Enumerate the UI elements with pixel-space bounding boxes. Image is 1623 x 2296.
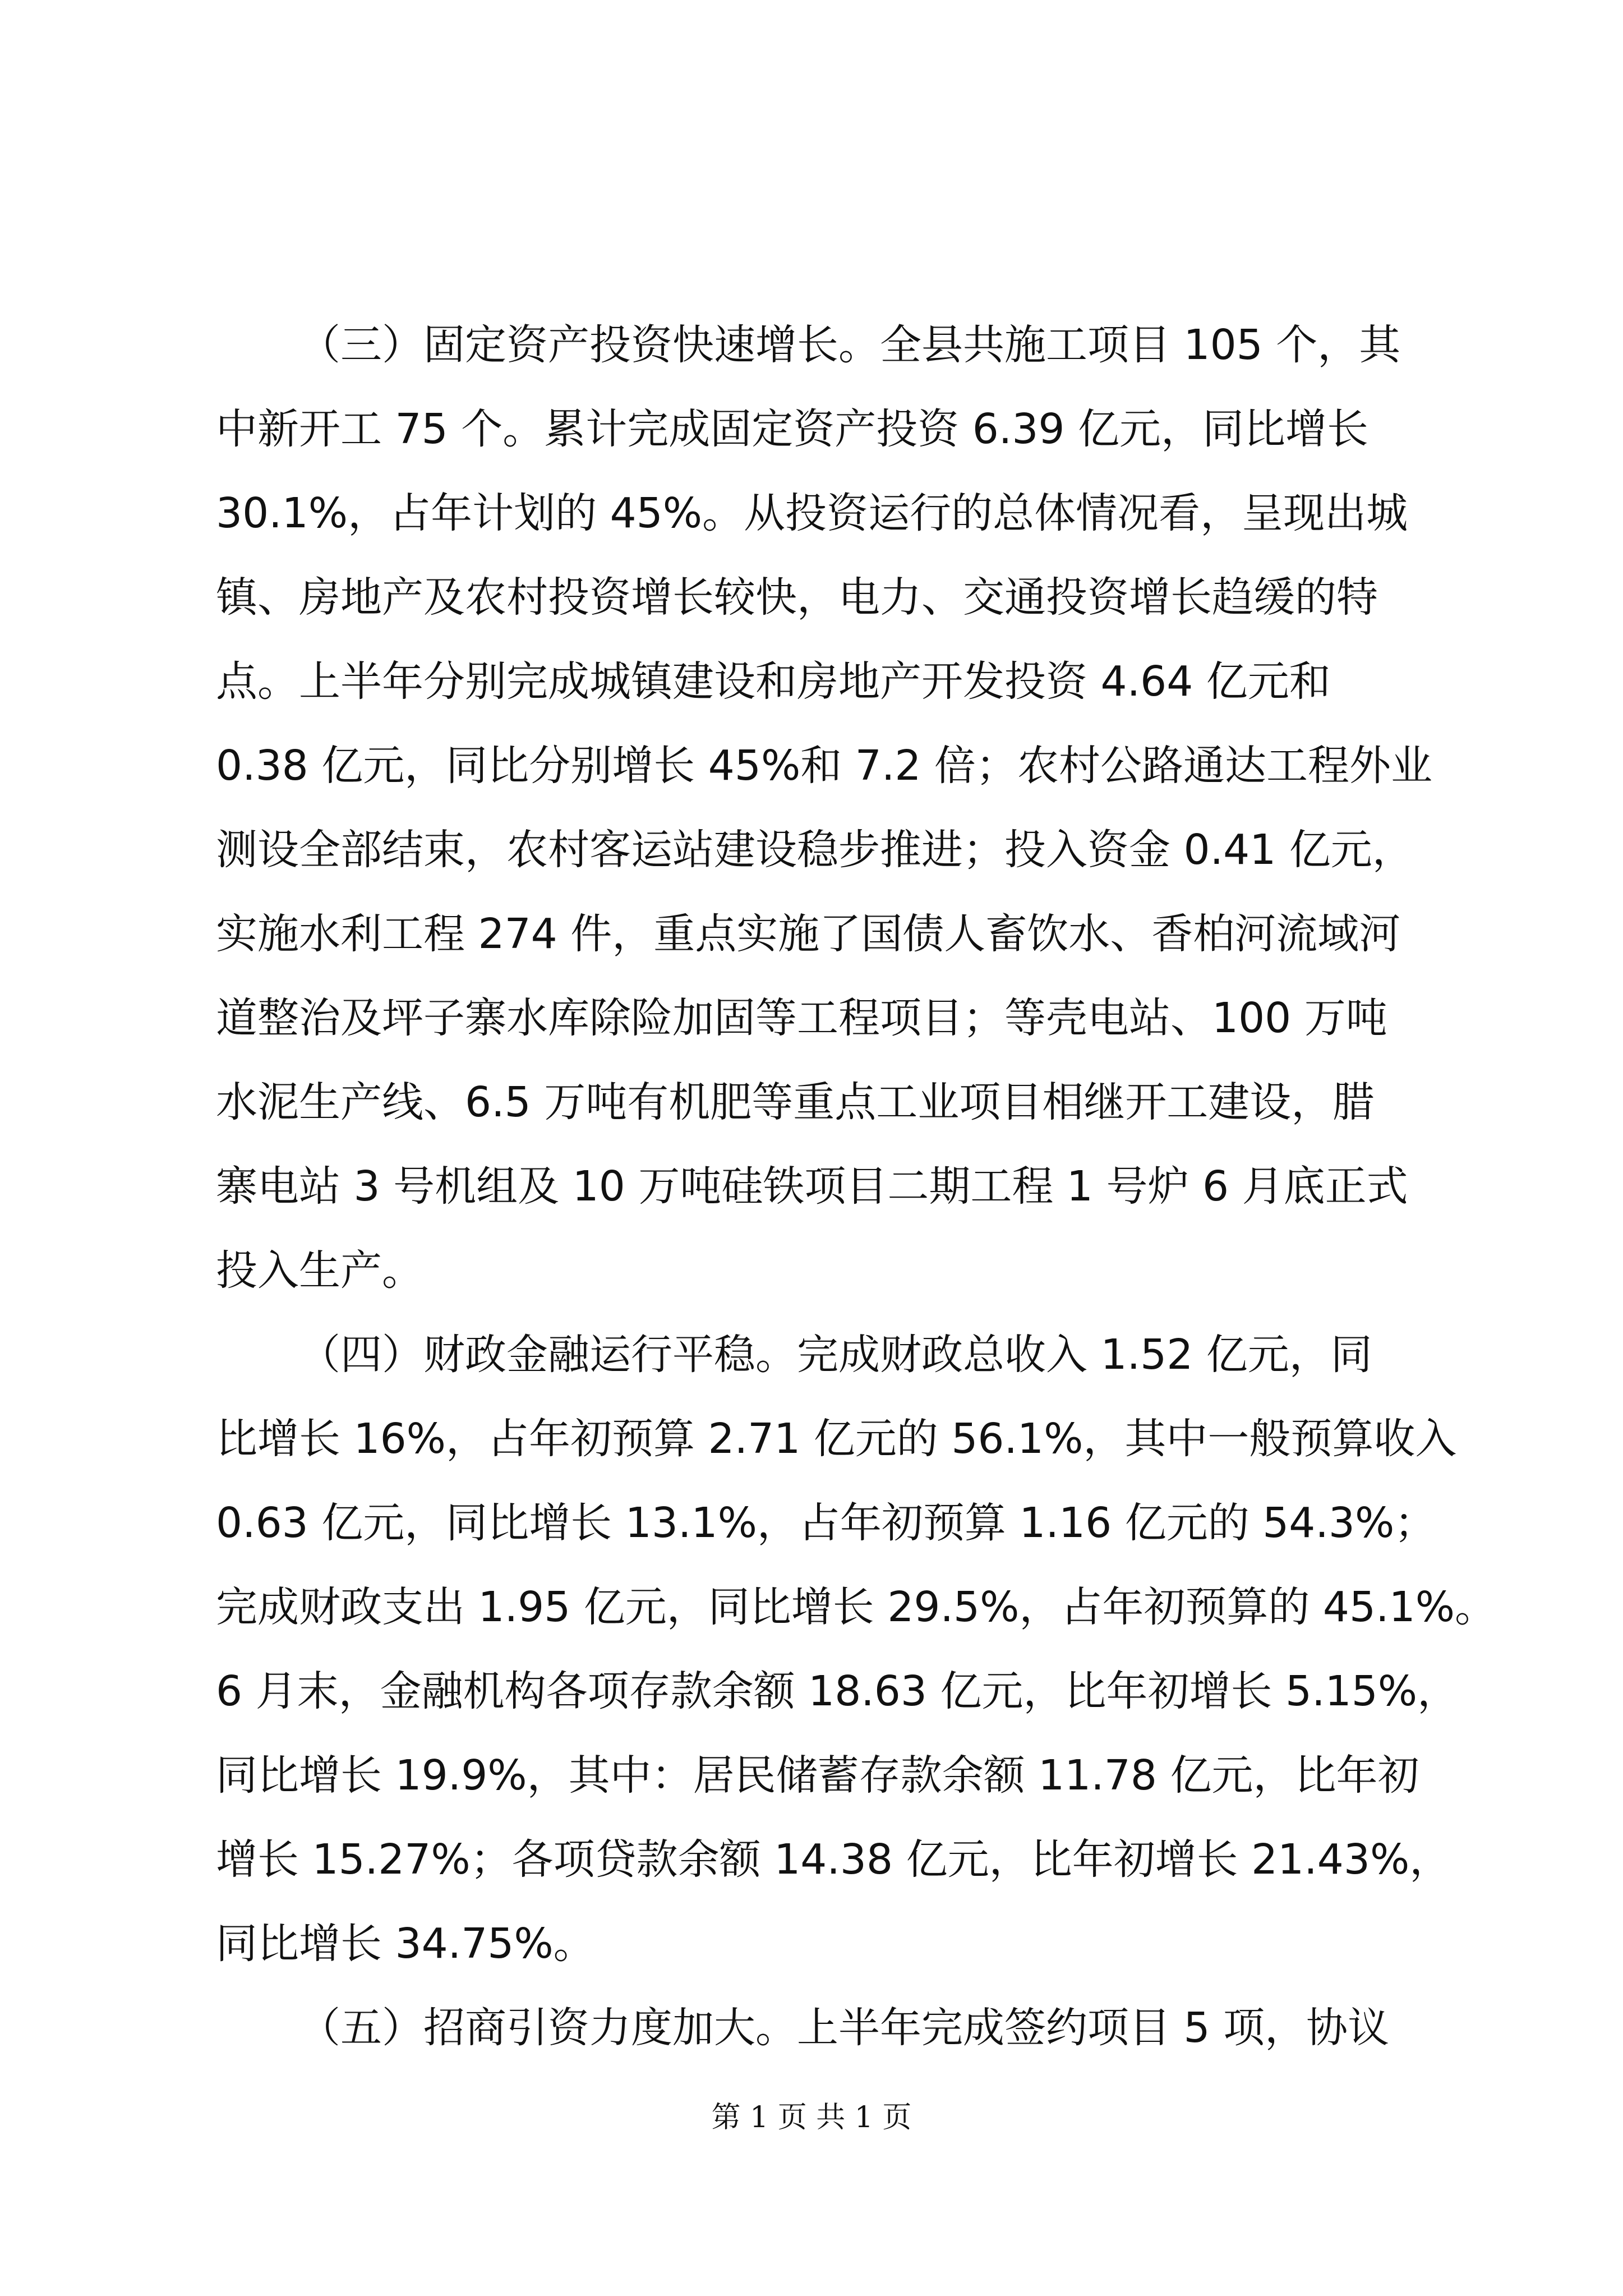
text-line: 镇、房地产及农村投资增长较快，电力、交通投资增长趋缓的特: [216, 573, 1378, 622]
text-line: 比增长 16%，占年初预算 2.71 亿元的 56.1%，其中一般预算收入: [216, 1415, 1457, 1463]
text-line: 30.1%，占年计划的 45%。从投资运行的总体情况看，呈现出城: [216, 489, 1408, 537]
text-line: 寨电站 3 号机组及 10 万吨硅铁项目二期工程 1 号炉 6 月底正式: [216, 1162, 1408, 1211]
text-line: 0.63 亿元，同比增长 13.1%，占年初预算 1.16 亿元的 54.3%；: [216, 1499, 1436, 1547]
document-body: [216, 303, 1497, 2070]
text-line: （三）固定资产投资快速增长。全县共施工项目 105 个，其: [299, 321, 1401, 369]
text-line: 6 月末，金融机构各项存款余额 18.63 亿元，比年初增长 5.15%，: [216, 1667, 1459, 1715]
text-line: 中新开工 75 个。累计完成固定资产投资 6.39 亿元，同比增长: [216, 405, 1369, 453]
text-line: 点。上半年分别完成城镇建设和房地产开发投资 4.64 亿元和: [216, 657, 1331, 706]
page-footer: 第 1 页 共 1 页: [711, 2101, 912, 2134]
text-line: 投入生产。: [216, 1246, 423, 1295]
text-line: 同比增长 19.9%，其中：居民储蓄存款余额 11.78 亿元，比年初: [216, 1751, 1419, 1800]
text-line: （四）财政金融运行平稳。完成财政总收入 1.52 亿元，同: [299, 1331, 1372, 1379]
text-line: 测设全部结束，农村客运站建设稳步推进；投入资金 0.41 亿元，: [216, 826, 1414, 874]
text-line: 水泥生产线、6.5 万吨有机肥等重点工业项目相继开工建设，腊: [216, 1078, 1375, 1126]
text-line: 同比增长 34.75%。: [216, 1920, 595, 1968]
text-line: 完成财政支出 1.95 亿元，同比增长 29.5%，占年初预算的 45.1%。: [216, 1583, 1497, 1631]
text-line: 道整治及坪子寨水库除险加固等工程项目；等壳电站、100 万吨: [216, 994, 1387, 1042]
text-line: 实施水利工程 274 件，重点实施了国债人畜饮水、香柏河流域河: [216, 910, 1401, 958]
text-line: 增长 15.27%；各项贷款余额 14.38 亿元，比年初增长 21.43%，: [216, 1835, 1451, 1884]
text-line: 0.38 亿元，同比分别增长 45%和 7.2 倍；农村公路通达工程外业: [216, 742, 1433, 790]
text-line: （五）招商引资力度加大。上半年完成签约项目 5 项，协议: [299, 2004, 1390, 2052]
